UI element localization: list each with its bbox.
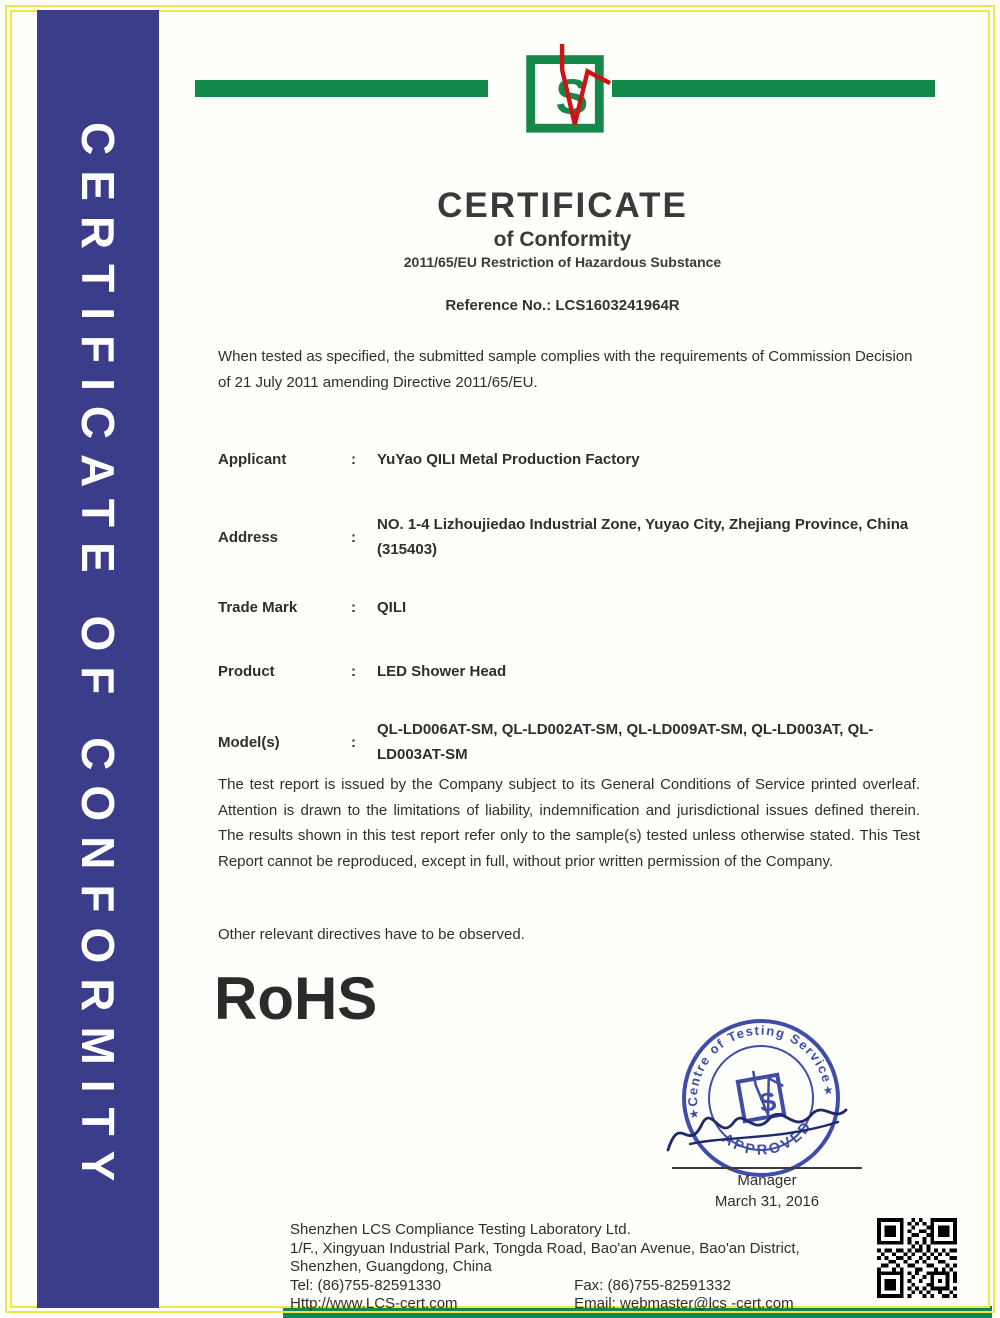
models-label: Model(s) xyxy=(218,733,280,751)
certificate-title: CERTIFICATE xyxy=(437,186,688,225)
logo-letter-s: S xyxy=(555,70,589,125)
signature-underline-stroke xyxy=(690,1122,838,1144)
directive-line: 2011/65/EU Restriction of Hazardous Substance xyxy=(403,254,722,270)
product-value: LED Shower Head xyxy=(377,663,507,680)
field-colon: : xyxy=(351,733,356,751)
certificate-subtitle: of Conformity xyxy=(493,228,632,251)
footer-tel: Tel: (86)755-82591330 xyxy=(290,1276,441,1294)
field-row-product xyxy=(218,659,928,684)
product-label: Product xyxy=(218,663,275,680)
field-row-trademark xyxy=(218,595,928,620)
footer-tel-fax-row xyxy=(290,1277,800,1296)
rohs-mark: RoHS xyxy=(214,965,378,1032)
stamp-bottom-text: APPROVED xyxy=(719,1117,817,1159)
lcs-logo-icon xyxy=(516,40,614,138)
address-label: Address xyxy=(218,528,279,546)
field-colon: : xyxy=(351,528,356,546)
handwritten-signature xyxy=(662,1092,852,1168)
applicant-label: Applicant xyxy=(218,451,287,468)
models-value: QL-LD006AT-SM, QL-LD002AT-SM, QL-LD009AT-SM, QL-LD003AT, QL-LD003AT-SM xyxy=(377,721,874,763)
footer-website: Http://www.LCS-cert.com xyxy=(290,1295,458,1312)
footer-block xyxy=(290,1221,800,1314)
intro-paragraph: When tested as specified, the submitted sample complies with the requirements of Commission Decision of 21 July 2011 amending Directive 2011/65/EU. xyxy=(218,348,913,391)
footer-fax: Fax: (86)755-82591332 xyxy=(574,1276,731,1294)
field-row-applicant xyxy=(218,447,928,472)
reference-number: Reference No.: LCS1603241964R xyxy=(445,297,680,314)
other-directives-note: Other relevant directives have to be observed. xyxy=(218,926,525,943)
field-colon: : xyxy=(351,451,356,468)
signature-line xyxy=(672,1167,862,1169)
vertical-banner xyxy=(37,10,159,1308)
address-value: NO. 1-4 Lizhoujiedao Industrial Zone, Yuyao City, Zhejiang Province, China (315403) xyxy=(377,516,909,558)
footer-address-line1: 1/F., Xingyuan Industrial Park, Tongda Road, Bao'an Avenue, Bao'an District, xyxy=(290,1239,800,1257)
trademark-value: QILI xyxy=(377,599,407,616)
field-colon: : xyxy=(351,599,356,616)
field-colon: : xyxy=(351,663,356,680)
stamp-star-left-icon: ★ xyxy=(687,1106,701,1122)
header-bar-right xyxy=(612,80,935,97)
disclaimer-paragraph: The test report is issued by the Company subject to its General Conditions of Service printed overleaf. Attention is drawn to the limitations of liability, indemnification and jurisdictional issues defined therein. The results shown in this test report refer only to the sample(s) tested unless otherwise stated. This Test Report cannot be reproduced, except in full, without prior written permission of the Company. xyxy=(218,776,920,870)
stamp-top-text: Centre of Testing Service xyxy=(684,1022,836,1107)
issue-date: March 31, 2016 xyxy=(714,1193,820,1210)
signer-title: Manager xyxy=(737,1172,797,1189)
footer-email: Email: webmaster@lcs -cert.com xyxy=(574,1295,794,1312)
stamp-logo-letter: S xyxy=(756,1085,779,1119)
stamp-star-right-icon: ★ xyxy=(821,1082,835,1099)
field-row-models xyxy=(218,717,928,767)
footer-company: Shenzhen LCS Compliance Testing Laboratory Ltd. xyxy=(290,1221,631,1238)
footer-address-line2: Shenzhen, Guangdong, China xyxy=(290,1258,492,1275)
qr-code xyxy=(877,1218,957,1298)
trademark-label: Trade Mark xyxy=(218,599,298,616)
vertical-banner-text: CERTIFICATE OF CONFORMITY xyxy=(72,121,124,1197)
footer-web-email-row xyxy=(290,1295,800,1314)
header-bar-left xyxy=(195,80,488,97)
field-row-address xyxy=(218,512,928,562)
applicant-value: YuYao QILI Metal Production Factory xyxy=(377,451,640,468)
fields-table xyxy=(218,447,928,767)
